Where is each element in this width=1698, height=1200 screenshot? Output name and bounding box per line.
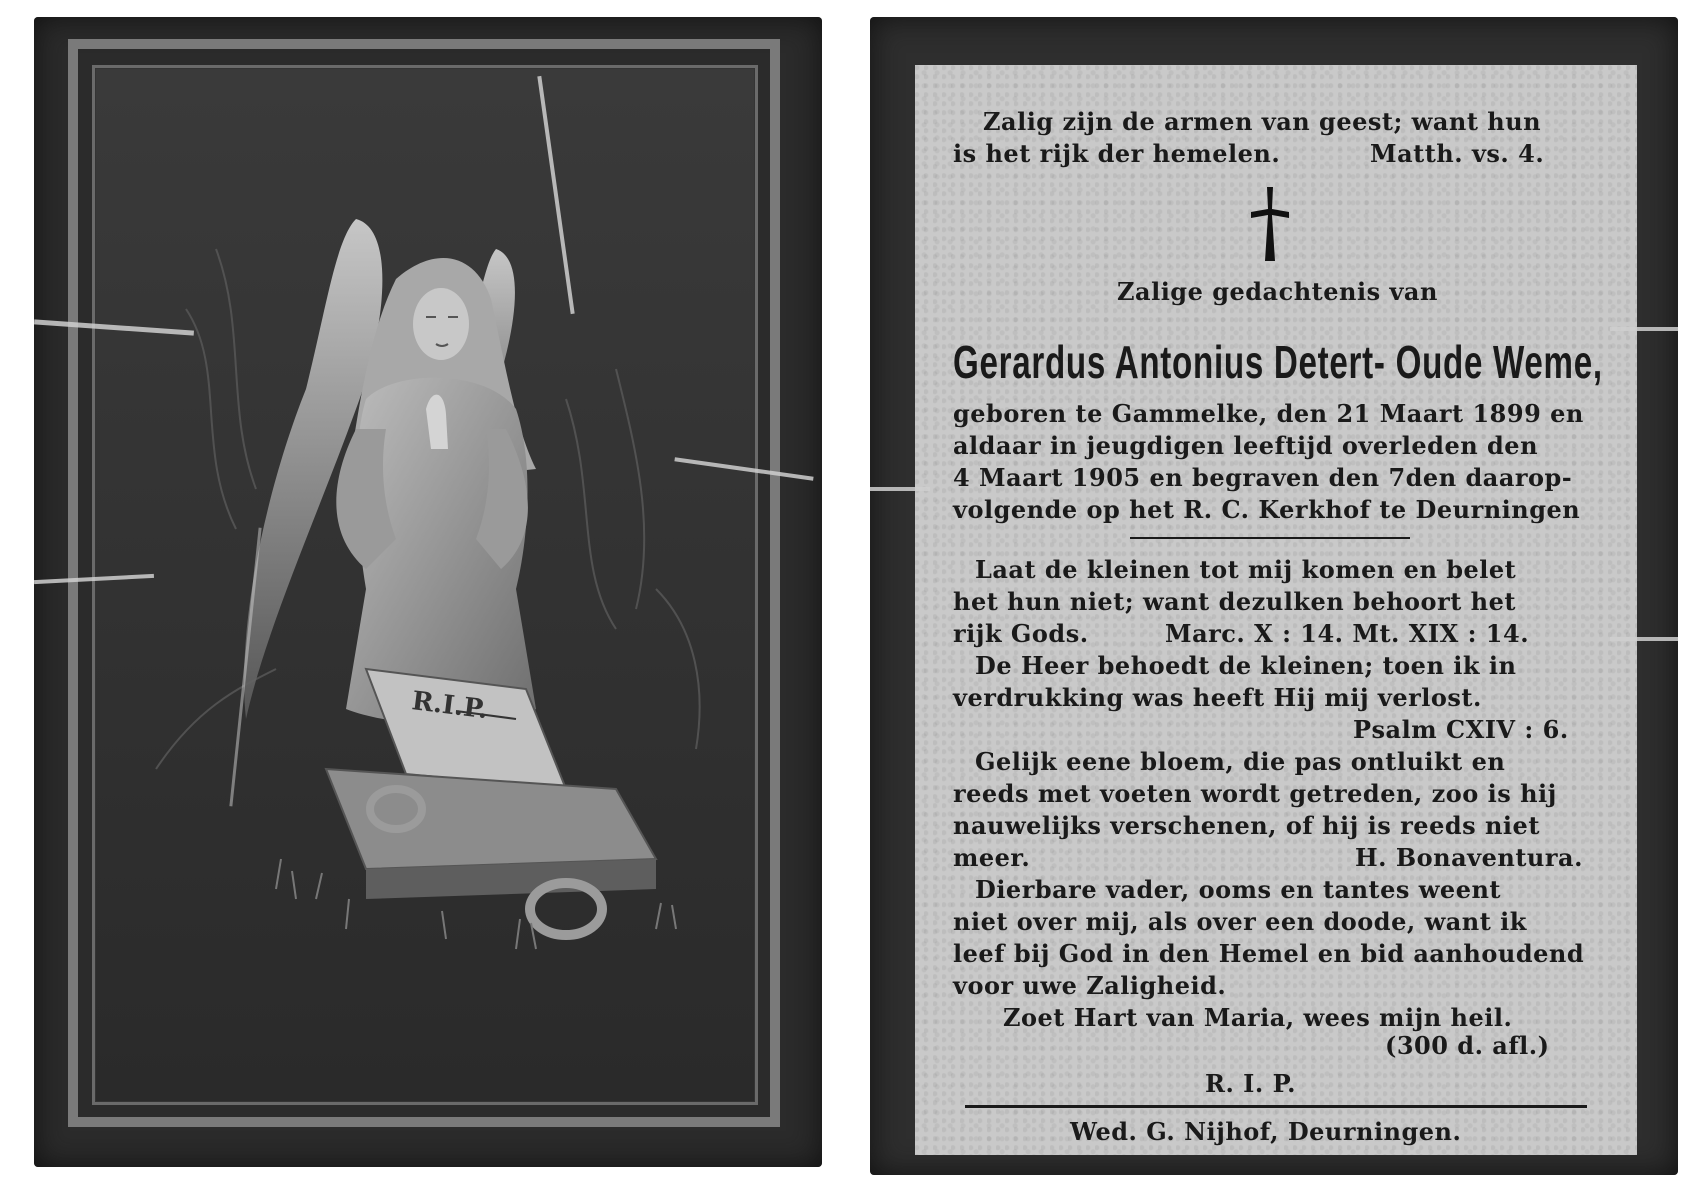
farewell-line: leef bij God in den Hemel en bid aanhoudend (953, 939, 1585, 968)
deceased-name: Gerardus Antonius Detert- Oude Weme, (953, 336, 1603, 388)
farewell-line: voor uwe Zaligheid. (953, 971, 1227, 1000)
epigraph-line: Zalig zijn de armen van geest; want hun (983, 107, 1542, 136)
printer-imprint: Wed. G. Nijhof, Deurningen. (1070, 1117, 1462, 1146)
kneeling-angel-illustration (96, 69, 754, 1101)
farewell-line: Dierbare vader, ooms en tantes weent (975, 875, 1501, 904)
paper-crease (1610, 637, 1678, 641)
verse-line: Laat de kleinen tot mij komen en belet (975, 555, 1517, 584)
farewell-line: niet over mij, als over een doode, want ik (953, 907, 1527, 936)
memorial-heading: Zalige gedachtenis van (1117, 277, 1438, 306)
paper-crease (870, 487, 930, 491)
biography-line: 4 Maart 1905 en begraven den 7den daarop- (953, 463, 1573, 492)
epigraph-reference: Matth. vs. 4. (1370, 139, 1545, 168)
latin-cross-icon (1245, 185, 1295, 265)
verse-line: reeds met voeten wordt getreden, zoo is hij (953, 779, 1557, 808)
rip-text: R. I. P. (1205, 1069, 1297, 1098)
book-inscription: R.I.P. (410, 686, 490, 726)
verse-reference: H. Bonaventura. (1355, 843, 1583, 872)
verse-reference: Psalm CXIV : 6. (1353, 715, 1569, 744)
memorial-text-panel (915, 65, 1637, 1155)
verse-reference: Marc. X : 14. Mt. XIX : 14. (1165, 619, 1530, 648)
epigraph-line: is het rijk der hemelen. (953, 139, 1281, 168)
verse-line: De Heer behoedt de kleinen; toen ik in (975, 651, 1517, 680)
biography-line: volgende op het R. C. Kerkhof te Deurningen (953, 495, 1581, 524)
paper-crease (1610, 327, 1678, 331)
verse-line: nauwelijks verschenen, of hij is reeds niet (953, 811, 1540, 840)
divider-rule (1130, 537, 1410, 539)
verse-line: verdrukking was heeft Hij mij verlost. (953, 683, 1482, 712)
memorial-card-front (34, 17, 822, 1167)
footer-rule (965, 1105, 1587, 1108)
verse-line: meer. (953, 843, 1031, 872)
verse-line: Gelijk eene bloem, die pas ontluikt en (975, 747, 1506, 776)
biography-line: aldaar in jeugdigen leeftijd overleden den (953, 431, 1539, 460)
indulgence-note: (300 d. afl.) (1385, 1031, 1550, 1060)
memorial-card-back (870, 17, 1678, 1175)
prayer-line: Zoet Hart van Maria, wees mijn heil. (1003, 1003, 1513, 1032)
verse-line: het hun niet; want dezulken behoort het (953, 587, 1516, 616)
verse-line: rijk Gods. (953, 619, 1089, 648)
biography-line: geboren te Gammelke, den 21 Maart 1899 en (953, 399, 1584, 428)
angel-face (413, 288, 469, 360)
